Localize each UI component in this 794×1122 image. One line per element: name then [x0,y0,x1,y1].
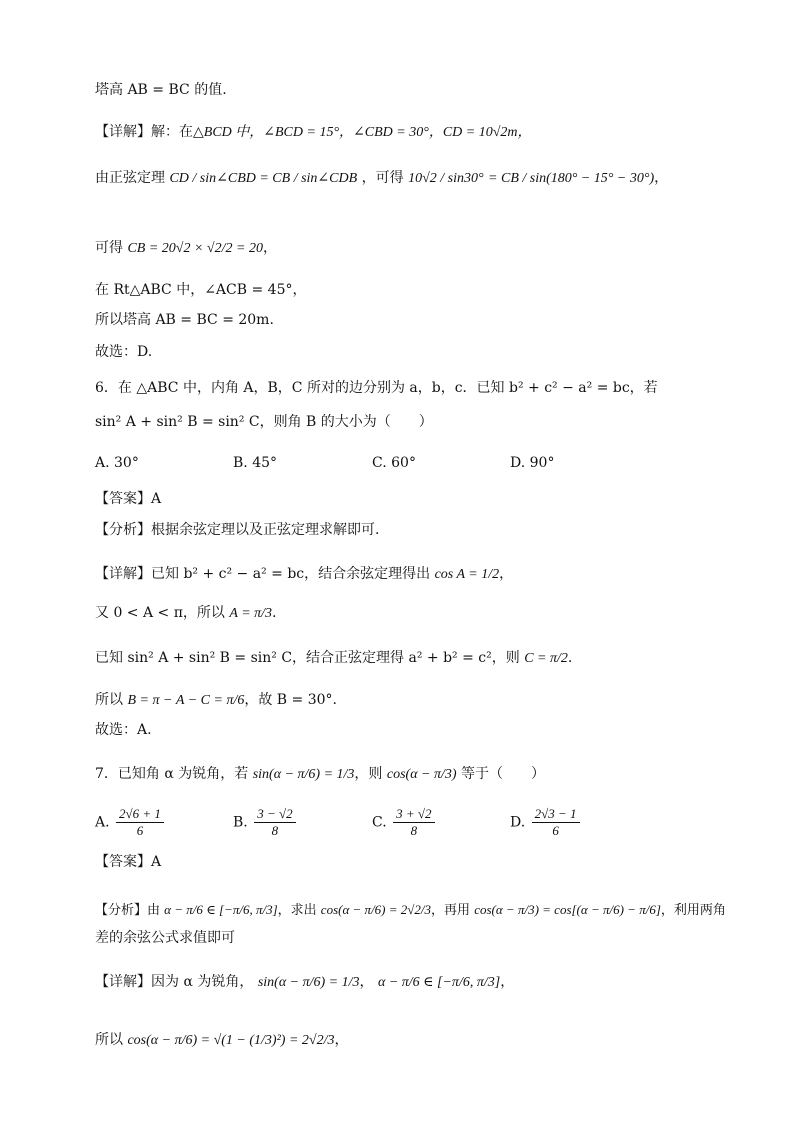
option-c: C. 60° [372,455,416,471]
text-line: 故选：D. [95,344,153,360]
option-b: B. $\frac{3 - √2}{8}$ [233,806,298,839]
label: 由正弦定理 [95,170,165,186]
option-a: A. 30° [95,455,139,471]
formula: sin(α − π/6) = 1/3 [257,975,360,990]
option-a: A. $\frac{2√6 + 1}{6}$ [95,806,166,839]
formula: cos(α − π/6) = 2√2/3 [320,902,432,917]
text-line: 塔高 AB = BC 的值. [95,82,227,98]
analysis: 【分析】由 α − π/6 ∈ [−π/6, π/3]，求出 cos(α − π/6) = 2√2/3，再用 cos(α − π/3) = cos[(α − π/6) − π/6]，利用两角 [95,902,726,918]
detail: 【详解】已知 b² + c² − a² = bc，结合余弦定理得出 cos A = 1/2， [95,566,514,582]
formula: C = π/2 [524,651,568,666]
text-line: 在 Rt△ABC 中，∠ACB = 45°， [95,282,307,298]
detail: 【详解】因为 α 为锐角， sin(α − π/6) = 1/3， α − π/6 ∈ [−π/6, π/3]， [95,974,515,990]
formula: B = π − A − C = π/6 [127,693,245,708]
formula: α − π/6 ∈ [−π/6, π/3] [377,975,501,990]
formula: α − π/6 ∈ [−π/6, π/3] [164,902,278,917]
detail: 所以 cos(α − π/6) = √(1 − (1/3)²) = 2√2/3， [95,1032,349,1048]
question-6-line2: sin² A + sin² B = sin² C，则角 B 的大小为（ ） [95,414,433,430]
detail: 所以 B = π − A − C = π/6，故 B = 30°. [95,692,337,708]
analysis: 【分析】根据余弦定理以及正弦定理求解即可. [95,522,380,538]
option-d: D. 90° [510,455,555,471]
label: 【详解】解：在 [95,124,193,140]
math: △BCD 中，∠BCD = 15°，∠CBD = 30°，CD = 10√2m， [193,125,532,140]
label: 可得 [95,240,123,256]
text-line: 可得 CB = 20√2 × √2/2 = 20， [95,240,277,256]
option-b: B. 45° [233,455,278,471]
formula: cos(α − π/6) = √(1 − (1/3)²) = 2√2/3 [127,1033,335,1048]
formula: sin(α − π/6) = 1/3 [252,767,355,782]
text-line [95,122,532,143]
formula: CD / sin∠CBD = CB / sin∠CDB [169,171,358,186]
answer: 【答案】A [95,491,162,507]
option-c: C. $\frac{3 + √2}{8}$ [372,806,437,839]
formula: cos(α − π/3) = cos[(α − π/6) − π/6] [474,902,661,917]
text-line: 故选：A. [95,722,152,738]
question-6: 6．在 △ABC 中，内角 A，B，C 所对的边分别为 a，b，c．已知 b² + c² − a² = bc，若 [95,380,658,396]
formula: cos(α − π/3) [386,767,457,782]
detail: 又 0 < A < π，所以 A = π/3. [95,605,277,621]
question-7: 7．已知角 α 为锐角，若 sin(α − π/6) = 1/3，则 cos(α − π/3) 等于（ ） [95,766,546,782]
formula: CB / sin(180° − 15° − 30°) [500,171,655,186]
formula: = [488,171,501,186]
text-line: 所以塔高 AB = BC = 20m. [95,312,274,328]
formula: 10√2 / sin30° [408,171,484,186]
answer: 【答案】A [95,854,162,870]
formula: cos A = 1/2 [434,567,500,582]
option-d: D. $\frac{2√3 - 1}{6}$ [510,806,582,839]
formula: A = π/3 [229,606,273,621]
analysis-line2: 差的余弦公式求值即可 [95,930,235,946]
detail: 已知 sin² A + sin² B = sin² C，结合正弦定理得 a² + b² = c²，则 C = π/2. [95,650,573,666]
formula: CB = 20√2 × √2/2 = 20 [127,241,263,256]
text-line: 由正弦定理 CD / sin∠CBD = CB / sin∠CDB ，可得 10√2 / sin30° = CB / sin(180° − 15° − 30°)， [95,170,669,186]
label: ，可得 [361,170,404,186]
